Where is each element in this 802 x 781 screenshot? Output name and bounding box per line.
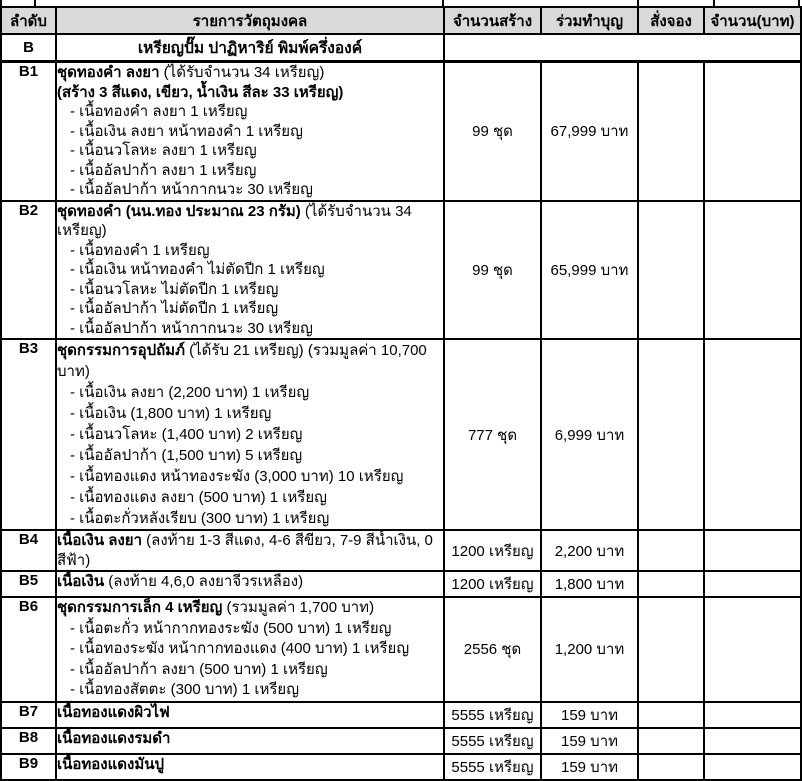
item-detail: - เนื้ออัลปาก้า หน้ากากนวะ 30 เหรียญ (70, 319, 313, 337)
item-title: เนื้อทองแดงรมดำ (57, 729, 171, 747)
item-detail: - เนื้อตะกั่ว หน้ากากทองระฆัง (500 บาท) 1 เหรียญ (70, 619, 392, 637)
item-title: เนื้อทองแดงมันปู (57, 755, 165, 773)
item-description (56, 728, 444, 754)
item-preorder-cell (638, 530, 704, 571)
item-detail: - เนื้อทองแดง หน้าทองระฆัง (3,000 บาท) 10 เหรียญ (70, 468, 404, 485)
grid-line (798, 0, 800, 6)
item-quantity: 777 ชุด (444, 339, 541, 530)
item-title-line (57, 202, 443, 241)
item-row-b5 (1, 571, 801, 597)
item-amount-cell (704, 571, 801, 597)
col-header-quantity: จำนวนสร้าง (444, 7, 541, 34)
item-row-b3 (1, 339, 801, 530)
item-preorder-cell (638, 597, 704, 702)
item-price: 2,200 บาท (541, 530, 638, 571)
item-quantity: 5555 เหรียญ (444, 702, 541, 728)
item-detail: - เนื้ออัลปาก้า ลงยา 1 เหรียญ (70, 161, 257, 179)
header-row (1, 7, 801, 34)
item-title-line (57, 755, 443, 775)
item-title-line (57, 63, 443, 83)
item-title: ชุดทองคำ (นน.ทอง ประมาณ 23 กรัม) (57, 202, 301, 220)
section-empty-cell (444, 34, 801, 62)
section-title: เหรียญปั๊ม ปาฏิหาริย์ พิมพ์ครึ่งองค์ (56, 34, 444, 62)
col-header-preorder: สั่งจอง (638, 7, 704, 34)
item-quantity: 99 ชุด (444, 62, 541, 201)
item-title-line (57, 531, 443, 570)
item-description (56, 530, 444, 571)
item-detail: - เนื้อทองระฆัง หน้ากากทองแดง (400 บาท) 1 เหรียญ (70, 640, 410, 657)
item-detail: - เนื้ออัลปาก้า (1,500 บาท) 5 เหรียญ (70, 447, 303, 464)
item-amount-cell (704, 754, 801, 780)
item-detail: - เนื้อทองคำ 1 เหรียญ (70, 241, 210, 259)
item-title-line (57, 572, 443, 592)
item-price: 1,800 บาท (541, 571, 638, 597)
item-title: ชุดทองคำ ลงยา (57, 64, 160, 81)
price-table (0, 6, 802, 781)
item-title: ชุดกรรมการเล็ก 4 เหรียญ (57, 599, 223, 616)
item-subtitle: (สร้าง 3 สีแดง, เขียว, น้ำเงิน สีละ 33 เหรียญ) (57, 83, 344, 101)
item-amount-cell (704, 62, 801, 201)
item-amount-cell (704, 530, 801, 571)
item-detail: - เนื้อเงิน หน้าทองคำ ไม่ตัดปีก 1 เหรียญ (70, 261, 325, 278)
item-code: B9 (1, 754, 56, 780)
item-price: 159 บาท (541, 702, 638, 728)
item-preorder-cell (638, 702, 704, 728)
section-row (1, 34, 801, 62)
item-note: (ลงท้าย 4,6,0 ลงยาจีวรเหลือง) (108, 573, 304, 590)
item-amount-cell (704, 728, 801, 754)
item-amount-cell (704, 597, 801, 702)
item-title-line (57, 598, 443, 619)
item-note: (ลงท้าย 1-3 สีแดง, 4-6 สีขียว, 7-9 สีน้ำเงิน, 0 สีฟ้า) (57, 532, 433, 569)
col-header-amount: จำนวน(บาท) (704, 7, 801, 34)
item-preorder-cell (638, 62, 704, 201)
col-header-order: ลำดับ (1, 7, 56, 34)
item-title: เนื้อเงิน (57, 573, 105, 590)
item-code: B1 (1, 62, 56, 201)
item-quantity: 99 ชุด (444, 201, 541, 340)
item-row-b8 (1, 728, 801, 754)
item-detail: - เนื้อเงิน (1,800 บาท) 1 เหรียญ (70, 405, 272, 422)
item-amount-cell (704, 339, 801, 530)
item-code: B2 (1, 201, 56, 340)
item-detail: - เนื้อเงิน ลงยา (2,200 บาท) 1 เหรียญ (70, 384, 310, 401)
item-code: B3 (1, 339, 56, 530)
item-description (56, 571, 444, 597)
item-row-b7 (1, 702, 801, 728)
grid-line (713, 0, 715, 6)
item-detail: - เนื้อเงิน ลงยา หน้าทองคำ 1 เหรียญ (70, 122, 303, 140)
item-quantity: 5555 เหรียญ (444, 728, 541, 754)
item-description (56, 62, 444, 201)
item-code: B7 (1, 702, 56, 728)
item-preorder-cell (638, 754, 704, 780)
item-row-b4 (1, 530, 801, 571)
item-preorder-cell (638, 201, 704, 340)
grid-line (637, 0, 639, 6)
item-description (56, 702, 444, 728)
item-price: 159 บาท (541, 728, 638, 754)
col-header-donation: ร่วมทำบุญ (541, 7, 638, 34)
item-row-b9 (1, 754, 801, 780)
item-code: B5 (1, 571, 56, 597)
item-preorder-cell (638, 571, 704, 597)
item-detail: - เนื้อนวโลหะ (1,400 บาท) 2 เหรียญ (70, 426, 303, 443)
item-detail: - เนื้อทองคำ ลงยา 1 เหรียญ (70, 103, 248, 120)
item-detail: - เนื้อทองสัตตะ (300 บาท) 1 เหรียญ (70, 681, 299, 698)
item-note: (ได้รับจำนวน 34 เหรียญ) (163, 64, 325, 81)
item-title-line (57, 729, 443, 749)
item-description (56, 754, 444, 780)
item-title-line (57, 340, 443, 382)
item-row-b1 (1, 62, 801, 201)
item-title-line (57, 703, 443, 723)
item-code: B6 (1, 597, 56, 702)
item-quantity: 5555 เหรียญ (444, 754, 541, 780)
section-code: B (1, 34, 56, 62)
item-note: (รวมมูลค่า 1,700 บาท) (226, 599, 375, 616)
item-price: 159 บาท (541, 754, 638, 780)
item-detail: - เนื้อทองแดง ลงยา (500 บาท) 1 เหรียญ (70, 489, 327, 506)
item-code: B8 (1, 728, 56, 754)
grid-line (34, 0, 36, 6)
previous-row-cutoff (0, 0, 800, 6)
item-title: เนื้อทองแดงผิวไฟ (57, 703, 170, 721)
item-detail: - เนื้อนวโลหะ ไม่ตัดปีก 1 เหรียญ (70, 280, 279, 298)
item-detail: - เนื้ออัลปาก้า ไม่ตัดปีก 1 เหรียญ (70, 300, 279, 317)
item-preorder-cell (638, 339, 704, 530)
grid-line (442, 0, 444, 6)
item-description (56, 201, 444, 340)
item-price: 65,999 บาท (541, 201, 638, 340)
item-description (56, 339, 444, 530)
item-detail: - เนื้ออัลปาก้า หน้ากากนวะ 30 เหรียญ (70, 181, 313, 198)
item-description (56, 597, 444, 702)
item-detail: - เนื้อตะกั่วหลังเรียบ (300 บาท) 1 เหรียญ (70, 510, 330, 527)
item-row-b6 (1, 597, 801, 702)
item-note: (ได้รับ 21 เหรียญ) (รวมมูลค่า 10,700 บาท) (57, 342, 427, 380)
col-header-item: รายการวัตถุมงคล (56, 7, 444, 34)
item-amount-cell (704, 201, 801, 340)
item-price: 67,999 บาท (541, 62, 638, 201)
item-code: B4 (1, 530, 56, 571)
item-note: (ได้รับจำนวน 34 เหรียญ) (57, 202, 412, 239)
item-price: 6,999 บาท (541, 339, 638, 530)
grid-line (0, 0, 2, 6)
item-detail: - เนื้อนวโลหะ ลงยา 1 เหรียญ (70, 142, 257, 159)
item-quantity: 1200 เหรียญ (444, 530, 541, 571)
item-row-b2 (1, 201, 801, 340)
item-title: เนื้อเงิน ลงยา (57, 532, 142, 549)
item-quantity: 2556 ชุด (444, 597, 541, 702)
item-detail: - เนื้ออัลปาก้า ลงยา (500 บาท) 1 เหรียญ (70, 660, 328, 678)
item-amount-cell (704, 702, 801, 728)
item-quantity: 1200 เหรียญ (444, 571, 541, 597)
item-preorder-cell (638, 728, 704, 754)
item-price: 1,200 บาท (541, 597, 638, 702)
item-title: ชุดกรรมการอุปถัมภ์ (57, 342, 185, 359)
